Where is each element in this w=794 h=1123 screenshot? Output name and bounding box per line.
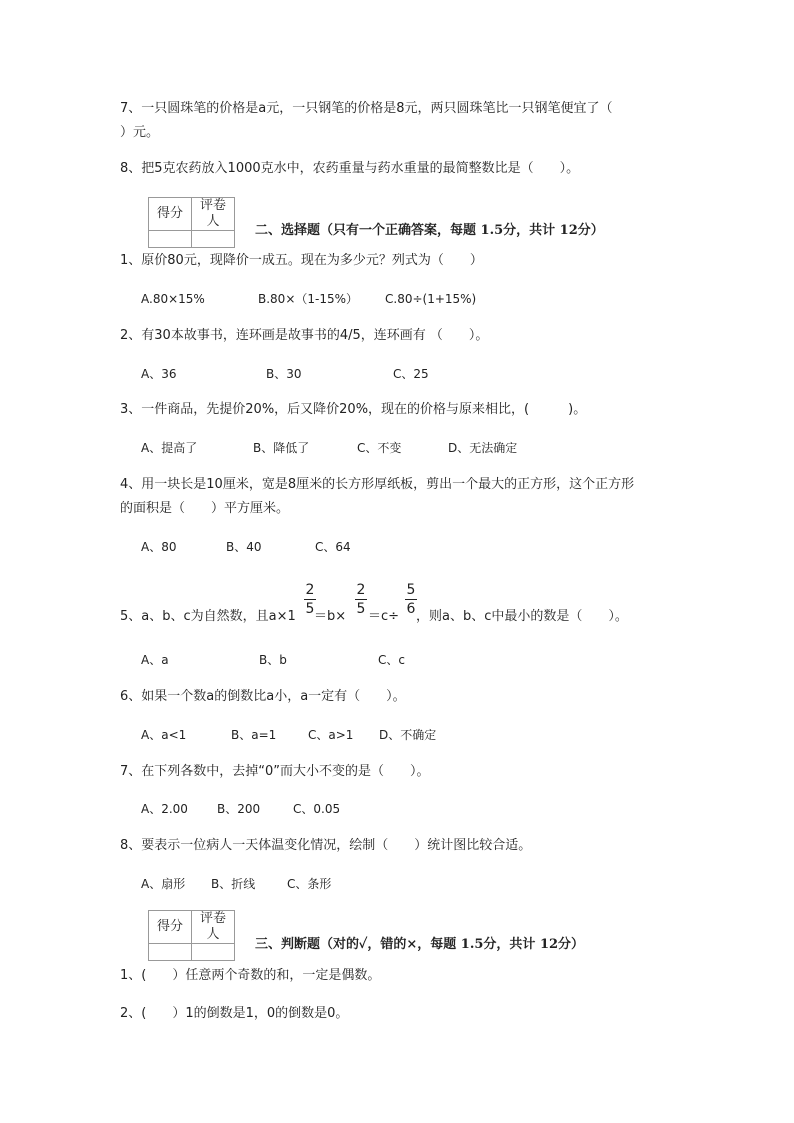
option-c: C、0.05	[293, 802, 341, 816]
choice-question-7: 7、在下列各数中，去掉“0”而大小不变的是（ ）。	[120, 764, 430, 779]
fill-question-8: 8、把5克农药放入1000克水中，农药重量与药水重量的最简整数比是（ ）。	[120, 161, 580, 176]
option-b: B、200	[217, 802, 261, 816]
score-label: 得分	[149, 911, 192, 944]
grader-label: 评卷人	[192, 911, 235, 944]
option-a: A.80×15%	[141, 292, 205, 306]
fraction-2-5-a	[304, 582, 316, 617]
score-cell	[149, 944, 192, 961]
option-b: B、a=1	[231, 728, 277, 742]
option-b: B、40	[226, 540, 262, 554]
option-a: A、提高了	[141, 441, 198, 455]
option-c: C、a>1	[308, 728, 354, 742]
grader-label: 评卷人	[192, 198, 235, 231]
fraction-numerator: 5	[406, 582, 416, 598]
option-a: A、80	[141, 540, 177, 554]
option-b: B、b	[259, 653, 287, 667]
q5-text-post: ，则a、b、c中最小的数是（ ）。	[416, 609, 628, 624]
score-label: 得分	[149, 198, 192, 231]
fraction-denominator: 5	[305, 601, 315, 617]
q5-text-mid2: ＝c÷	[368, 609, 400, 624]
score-table	[148, 910, 235, 961]
option-a: A、扇形	[141, 877, 186, 891]
fill-question-7-line1: 7、一只圆珠笔的价格是a元，一只钢笔的价格是8元，两只圆珠笔比一只钢笔便宜了（	[120, 101, 613, 116]
fraction-numerator: 2	[305, 582, 315, 598]
q5-text-pre: 5、a、b、c为自然数，且a×1	[120, 609, 296, 624]
section-title-true-false: 三、判断题（对的✓，错的×，每题 1.5分，共计 12分）	[255, 937, 585, 952]
true-false-question-1: 1、( ）任意两个奇数的和，一定是偶数。	[120, 968, 381, 983]
option-b: B.80×（1-15%）	[258, 292, 359, 306]
option-c: C、64	[315, 540, 351, 554]
option-c: C、不变	[357, 441, 402, 455]
option-b: B、30	[266, 367, 302, 381]
option-a: A、a	[141, 653, 169, 667]
option-a: A、a<1	[141, 728, 187, 742]
option-c: C、25	[393, 367, 429, 381]
fraction-5-6	[405, 582, 417, 617]
option-b: B、折线	[211, 877, 256, 891]
score-table	[148, 197, 235, 248]
choice-question-4-line2: 的面积是（ ）平方厘米。	[120, 501, 290, 516]
fraction-denominator: 6	[406, 601, 416, 617]
choice-question-6: 6、如果一个数a的倒数比a小，a一定有（ ）。	[120, 689, 406, 704]
true-false-question-2: 2、( ）1的倒数是1，0的倒数是0。	[120, 1006, 349, 1021]
option-c: C、条形	[287, 877, 332, 891]
score-cell	[149, 231, 192, 248]
choice-question-4-line1: 4、用一块长是10厘米，宽是8厘米的长方形厚纸板，剪出一个最大的正方形，这个正方形	[120, 477, 635, 492]
choice-question-3: 3、一件商品，先提价20%，后又降价20%，现在的价格与原来相比，( )。	[120, 402, 587, 417]
grader-cell	[192, 944, 235, 961]
choice-question-2: 2、有30本故事书，连环画是故事书的4/5，连环画有 （ ）。	[120, 328, 489, 343]
fraction-denominator: 5	[356, 601, 366, 617]
choice-question-1: 1、原价80元，现降价一成五。现在为多少元？列式为（ ）	[120, 253, 483, 268]
option-c: C.80÷(1+15%)	[385, 292, 477, 306]
q5-text-mid1: ＝b×	[314, 609, 347, 624]
choice-question-8: 8、要表示一位病人一天体温变化情况，绘制（ ）统计图比较合适。	[120, 838, 532, 853]
option-a: A、36	[141, 367, 177, 381]
option-d: D、无法确定	[448, 441, 518, 455]
grader-cell	[192, 231, 235, 248]
option-d: D、不确定	[379, 728, 437, 742]
option-a: A、2.00	[141, 802, 188, 816]
option-c: C、c	[378, 653, 405, 667]
choice-question-5	[120, 608, 680, 628]
fill-question-7-line2: ）元。	[120, 125, 160, 140]
fraction-2-5-b	[355, 582, 367, 617]
fraction-numerator: 2	[356, 582, 366, 598]
option-b: B、降低了	[253, 441, 310, 455]
section-title-choice: 二、选择题（只有一个正确答案，每题 1.5分，共计 12分）	[255, 223, 604, 238]
